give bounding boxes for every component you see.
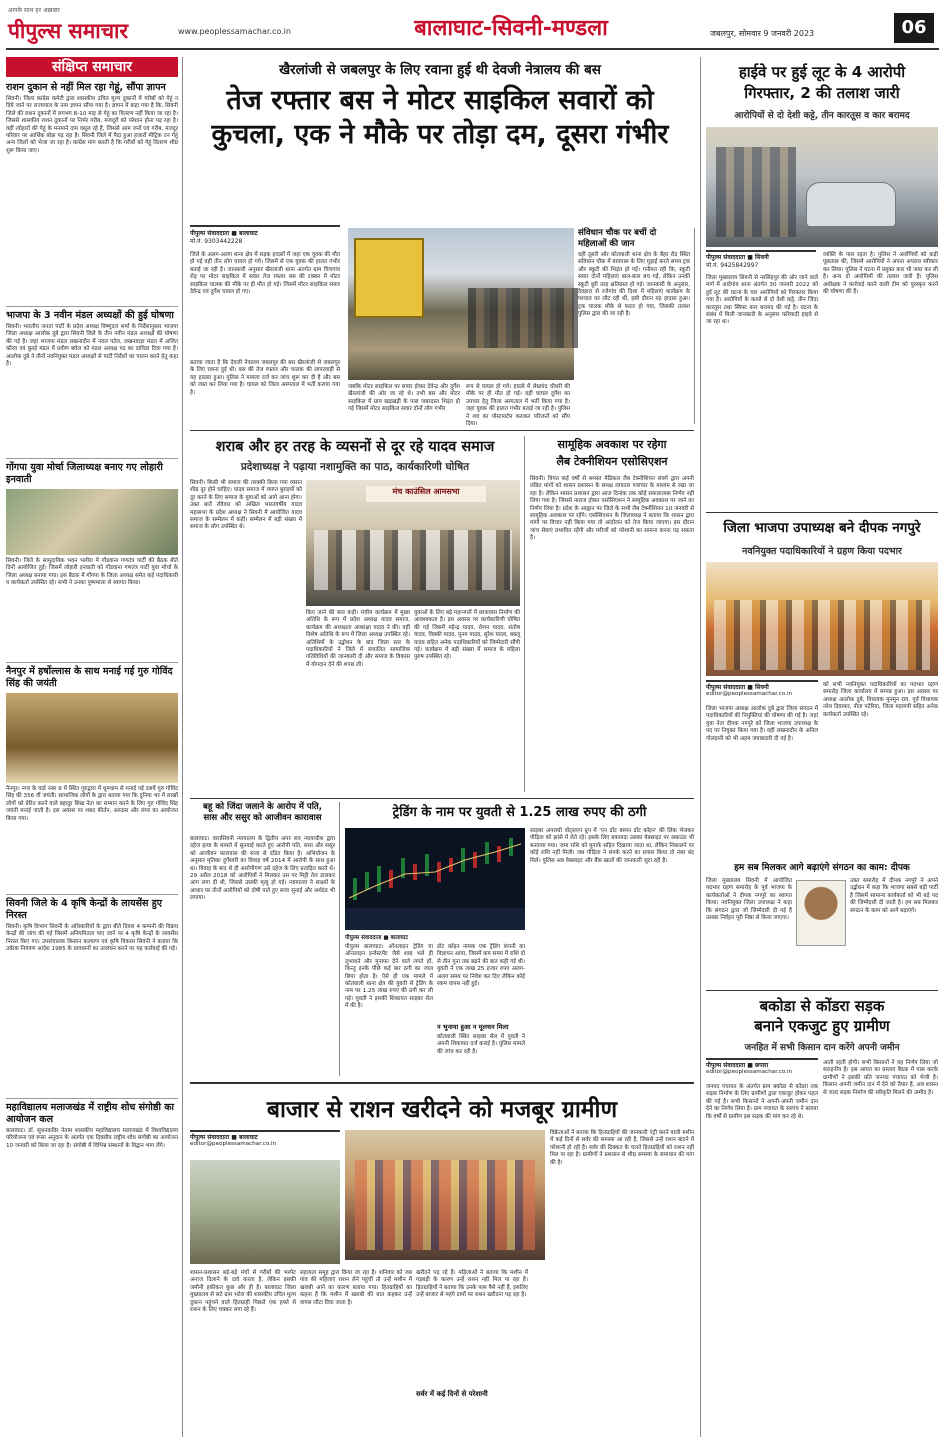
- section-rule: [190, 430, 694, 431]
- lead-mobile: मो.नं. 9303442228: [190, 238, 243, 245]
- yadav-body-2: किए जाने की बात कही। मंचीय कार्यक्रम में मुख्य अतिथि के रूप में प्रदेश अध्यक्ष यादव समाज, कार्यक्रम की अध्यक्षता आकांक्षा यादव ने की। वहीं विशेष अतिथि के रूप में जिला अध्यक्ष उपस्थित रहे। अतिथियों के उद्बोधन के बाद जिला स्तर के पदाधिकारियों ने जिले में संचालित सामाजिक गतिविधियों की जानकारी दी और समाज के विकास में योगदान देने की शपथ ली।: [306, 610, 410, 668]
- highway-body-2: व्यक्ति के पास रहता है। पुलिस ने आरोपियों को कड़ी पूछताछ की, जिसमें आरोपियों ने अपना अपराध स्वीकार कर लिया। पुलिस ने घटना में प्रयुक्त कार भी जब्त कर ली है। अन्य दो आरोपियों की तलाश जारी है। पुलिस अधीक्षक ने कार्रवाई करने वाली टीम को पुरस्कृत करने की घोषणा की है।: [823, 252, 938, 296]
- ration-body-2: सहायता समूह द्वारा किया जा रहा है। शनिवार को जब गांव की महिलाएं राशन लेने पहुंचीं तो उन्हें मशीन में खराबी आने का कारण बताया गया। हितग्राहियों का कहना है कि मशीन में खराबी की बात कहकर उन्हें वापस लौटा दिया जाता है।: [300, 1270, 412, 1306]
- highway-headline: [706, 62, 938, 106]
- ration-body-4: विक्रेताओं ने बताया कि हितग्राहियों की जानकारी एंट्री करने वाली मशीन में कई दिनों से सर्वर की समस्या आ रही है, जिससे उन्हें राशन बांटने में परेशानी हो रही है। सर्वर की दिक्कत के चलते हितग्राहियों को राशन नहीं मिल पा रहा है। ग्रामीणों ने प्रशासन से शीघ्र समस्या के समाधान की मांग की है।: [550, 1130, 694, 1166]
- trading-body-3: कोतवाली स्थित साइबर सेल में युवती ने अपनी शिकायत दर्ज कराई है। पुलिस मामले की जांच कर रही है।: [437, 1034, 525, 1055]
- brief-item: [6, 306, 178, 454]
- brief-column: [6, 57, 178, 1437]
- bjp-quote-headline: हम सब मिलकर आगे बढ़ाएंगे संगठन का काम: दीपक: [734, 863, 910, 873]
- site-url: www.peoplessamachar.co.in: [178, 27, 291, 36]
- brief-title: महाविद्यालय मलाजखंड में राष्ट्रीय शोध संगोष्ठी का आयोजन कल: [6, 1102, 175, 1125]
- highway-subheadline: आरोपियों से दो देशी कट्टे, तीन कारतूस व कार बरामद: [734, 111, 910, 121]
- lab-headline: [530, 436, 694, 472]
- masthead-rule: [6, 48, 939, 50]
- trading-byline: पीपुल्स संवाददाता ■ बालाघाट: [345, 935, 409, 941]
- road-headline-line: बकोडा से कोंडरा सड़क: [759, 997, 885, 1015]
- brief-title: भाजपा के 3 नवीन मंडल अध्यक्षों की हुई घोषणा: [6, 310, 174, 321]
- lab-headline-line: लैब टेक्नीशियन एसोसिएशन: [556, 455, 668, 468]
- ration-body-3: खरीदने पड़ रहे हैं। महिलाओं ने बताया कि मशीन में गड़बड़ी के कारण उन्हें राशन नहीं मिल पा रहा है। हितग्राहियों ने बताया कि उनके पास पैसे नहीं हैं, इसलिए उन्हें बाजार से महंगे दामों पर राशन खरीदना पड़ रहा है।: [416, 1270, 528, 1299]
- brief-body: सिवनी। कृषि विभाग सिवनी के अधिकारियों के द्वारा बीते दिवस 4 कम्पनी की विक्रय केन्द्रों की जांच की गई जिसमें अनियमितता पाए जाने पर 4 कृषि केन्द्रों के लायसेंस निरस्त किए गए। उपसंचालक किसान कल्याण एवं कृषि विकास सिवनी ने बताया कि उर्वरक नियंत्रण आदेश 1985 के प्रावधानों का उल्लंघन करने पर यह कार्रवाई की गई।: [6, 924, 178, 953]
- brief-body: बालाघाट। डॉ. सुधनकविर नेताम शासकीय महाविद्यालय मलाजखंड में विश्वविद्यालय परियोजना एवं रूसा अनुदान के अंतर्गत एक दिवसीय राष्ट्रीय शोध संगोष्ठी का आयोजन 10 जनवरी को किया जा रहा है। संगोष्ठी में विभिन्न संस्थानों के विद्वान भाग लेंगे।: [6, 1128, 178, 1149]
- highway-photo: [706, 127, 938, 247]
- brief-title: सिवनी जिले के 4 कृषि केन्द्रों के लायसेंस हुए निरस्त: [6, 898, 163, 921]
- issue-date: जबलपुर, सोमवार 9 जनवरी 2023: [710, 29, 815, 38]
- section-rule: [190, 798, 694, 799]
- brief-item: [6, 894, 178, 1094]
- ration-photo: [345, 1130, 545, 1260]
- stage-illustration: [314, 530, 512, 590]
- ration-headline: बाजार से राशन खरीदने को मजबूर ग्रामीण: [266, 1097, 618, 1123]
- column-divider: [182, 57, 183, 1437]
- page-number: 06: [894, 13, 934, 43]
- section-rule: [706, 512, 938, 513]
- bjp-quote-body-2: उक्त समारोह में दीपक नगपुरे ने अपने उद्बोधन में कहा कि भाजपा सबसे बड़ी पार्टी है जिसमें सामान्य कार्यकर्ता को भी बड़े पद की जिम्मेदारी दी जाती है। हम सब मिलकर संगठन के काम को आगे बढ़ाएंगे।: [850, 878, 938, 914]
- column-divider: [339, 802, 340, 1076]
- bjp-body-2: को सभी नवनियुक्त पदाधिकारियों का पदभार ग्रहण समारोह जिला कार्यालय में सम्पन्न हुआ। इस अवसर पर अध्यक्ष आलोक दुबे, विधायक मुनमुन राय, पूर्व विधायक नरेश दिवाकर, नीता पटेरिया, जिला महामंत्री सहित अनेक कार्यकर्ता उपस्थित रहे।: [823, 682, 938, 718]
- masthead: [0, 0, 945, 48]
- trading-byline-box: [345, 933, 525, 943]
- brief-header: संक्षिप्त समाचार: [6, 57, 178, 77]
- brief-title: नैनपुर में हर्षोल्लास के साथ मनाई गई गुरु गोविंद सिंह की जयंती: [6, 666, 173, 689]
- highway-body-1: जिला मुख्यालय सिवनी से नरसिंहपुर की ओर जाने वाले मार्ग में आदेगांव थाना अंतर्गत 30 जनवरी 2022 को हुई लूट की घटना के चार आरोपियों को गिरफ्तार किया गया है। आरोपियों के कब्जे से दो देशी कट्टे, तीन जिंदा कारतूस तथा स्विफ्ट कार बरामद की गई है। घटना के संबंध में मिली जानकारी के अनुसार फरियादी हाइवे से जा रहा था।: [706, 275, 818, 326]
- dowry-headline: [190, 802, 335, 834]
- lead-headline-line: कुचला, एक ने मौके पर तोड़ा दम, दूसरा गंभीर: [211, 119, 669, 150]
- brief-body: सिवनी। जिला कांग्रेस कमेटी द्वारा शासकीय उचित मूल्य दुकानों में गरीबों को गेहूं न दिये जाने पर राज्यपाल के नाम ज्ञापन सौंपा गया है। ज्ञापन में कहा गया है कि, सिवनी जिले की राशन दुकानों में लगभग 8-10 माह से गेहूं का वितरण नहीं किया जा रहा है। जिससे शासकीय राशन दुकानों पर निर्भर गरीब, मजदूरों को परेशान होना पड़ रहा है। वहीं त्योहारों की गेहूं के मनमाने दाम वसूल रहे हैं, जिससे आम जनों एवं गरीब, मजदूर परिवार पर आर्थिक बोझ पड़ रहा है। सिवनी जिले में पैदा हुआ हजारों मीट्रिक टन गेहूं अन्य जिलों को भेजा जा रहा है। कांग्रेस मांग करती है कि गरीबों को गेहूं वितरण शीघ्र शुरू किया जाए।: [6, 96, 178, 154]
- brand-tagline: आपके साथ हर अख़बार: [8, 7, 60, 14]
- lead-body-2: बताया जाता है कि देवजी नेत्रालय जबलपुर की बस खैरलांजी से जबलपुर के लिए रवाना हुई थी। बस की तेज रफ्तार और चालक की लापरवाही से यह हादसा हुआ। पुलिस ने मामला दर्ज कर जांच शुरू कर दी है और बस को जब्त कर लिया गया है। घायल को जिला अस्पताल में भर्ती कराया गया है।: [190, 360, 340, 396]
- yadav-body-1: सिवनी। किसी भी समाज की तरक्की किया गया व्यसन शीघ्र दूर होने चाहिए। यादव समाज में व्याप्त बुराइयों को दूर करने के लिए समाज के युवाओं को आगे आना होगा। उक्त बातें रविवार को अखिल भारतवर्षीय यादव महासभा के प्रदेश अध्यक्ष ने सिवनी में आयोजित यादव समाज के सम्मेलन में कहीं। सम्मेलन में बड़ी संख्या में समाज के लोग उपस्थित थे।: [190, 480, 302, 531]
- trading-photo: [345, 828, 525, 930]
- highway-headline-line: गिरफ्तार, 2 की तलाश जारी: [744, 84, 900, 102]
- ration-subhead: सर्वर में कई दिनों से परेशानी: [416, 1390, 488, 1398]
- highway-mobile: मो.नं. 9425842997: [706, 262, 759, 269]
- brief-body: सिवनी। जिले के सामुदायिक भवन भलीरा में गोंडवाना गणतंत्र पार्टी की बैठक बीते दिनों आयोजित हुई। जिसमें लोहारी इनवाती को गोंडवाना गणतंत्र पार्टी युवा मोर्चा के जिला अध्यक्ष बनाया गया। इस बैठक में गोंगपा के जिला अध्यक्ष समेत कई पदाधिकारी व कार्यकर्ता उपस्थित रहे। सभी ने उनका पुष्पमाला से स्वागत किया।: [6, 558, 178, 587]
- ration-byline-box: [190, 1130, 340, 1154]
- side-story-title: महिलाओं की जान: [578, 239, 635, 249]
- trading-body-4: साइबर अपराधी वॉट्सएप ग्रुप में 'एन डॉट बस्पन डॉट कॉइन' की लिंक भेजकर पीड़िता को झांसे में लेते रहे। इसके लिए बकायदा उसका वेबसाइट पर अकाउंट भी बनवाया गया। जमा राशि को मुनाफे सहित दिखाया जाता था, लेकिन निकालने पर कोई राशि नहीं मिली। जब पीड़िता ने संपर्क करने का प्रयास किया तो नंबर बंद मिले। पुलिस अब वेबसाइट और बैंक खातों की जानकारी जुटा रही है।: [530, 828, 694, 864]
- brief-item: [6, 662, 178, 890]
- brief-title: गोंगपा युवा मोर्चा जिलाध्यक्ष बनाए गए लोहारी इनवाती: [6, 462, 163, 485]
- road-byline-box: [706, 1058, 818, 1080]
- highway-byline-box: [706, 250, 816, 272]
- trading-chart-graphic: [345, 828, 525, 930]
- bjp-photo: [706, 562, 938, 676]
- brief-body: सिवनी। भारतीय जनता पार्टी के प्रदेश अध्यक्ष विष्णुदत्त शर्मा के निर्देशानुसार भाजपा जिला अध्यक्ष आलोक दुबे द्वारा सिवनी जिले के तीन नवीन मंडल अध्यक्षों की घोषणा की गई है। जहां भाजपा मंडल लखनादौन में नवल पटेल, लखनवाड़ा मंडल में अजित कौरव एवं कुरई मंडल में प्रवीण बघेल को मंडल अध्यक्ष पद का दायित्व दिया गया है। आलोक दुबे ने तीनों नवनियुक्त मंडल अध्यक्षों से पार्टी निर्देशों का पालन करने हेतु कहा है।: [6, 324, 178, 368]
- bus-illustration: [354, 238, 424, 318]
- lead-headline: [190, 84, 690, 154]
- ration-byline: पीपुल्स संवाददाता ■ बालाघाट: [190, 1134, 258, 1141]
- section-rule: [706, 990, 938, 991]
- lead-kicker: खैरलांजी से जबलपुर के लिए रवाना हुई थी देवजी नेत्रालय की बस: [279, 62, 601, 78]
- ration-email: editor@peoplessamachar.co.in: [190, 1141, 277, 1147]
- brief-photo: [6, 489, 178, 555]
- trading-body-1: पीपुल्स बालाघाट। ऑनलाइन ट्रेडिंग या ऑनलाइन इन्वेस्टमेंट जैसे शब्द भले ही लुभावने और मुनाफा देने वाले लगते हों, किन्तु इनके पीछे कई बार ठगी का जाल छिपा होता है। ऐसे ही एक मामले में कोतवाली थाना क्षेत्र की युवती से ट्रेडिंग के नाम पर 1.25 लाख रुपए की ठगी कर ली गई। युवती ने इसकी शिकायत साइबर सेल में की है।: [345, 944, 433, 1010]
- brief-title: राशन दुकान से नहीं मिल रहा गेहूं, सौंपा ज्ञापन: [6, 82, 166, 93]
- car-illustration: [806, 182, 896, 227]
- highway-byline: पीपुल्स संवाददाता ■ सिवनी: [706, 254, 769, 261]
- road-subheadline: जनहित में सभी किसान दान करेंगे अपनी जमीन: [744, 1043, 900, 1053]
- yadav-photo: [306, 480, 520, 606]
- yadav-subheadline: प्रदेशाध्यक्ष ने पढ़ाया नशामुक्ति का पाठ, कार्यकारिणी घोषित: [240, 461, 470, 473]
- lab-body: सिवनी। विगत कई वर्षों से समस्त मेडिकल लैब टेक्नीशियन संवर्ग द्वारा अपनी लंबित मांगों को शासन प्रशासन के समक्ष लगातार पत्राचार के माध्यम से रखा जा रहा है। लेकिन शासन प्रशासन द्वारा आज दिनांक तक कोई सकारात्मक निर्णय नहीं लिया गया है। जिससे नाराज होकर एसोसिएशन ने सामूहिक अवकाश पर जाने का निर्णय लिया है। प्रदेश के आह्वान पर जिले के सभी लैब टेक्नीशियन 10 जनवरी से सामूहिक अवकाश पर रहेंगे। एसोसिएशन के जिलाध्यक्ष ने बताया कि शासन द्वारा मांगों पर विचार नहीं किया गया तो आंदोलन को तेज किया जाएगा। इस दौरान जांच सेवाएं प्रभावित रहेंगी और मरीजों को परेशानी का सामना करना पड़ सकता है।: [530, 476, 694, 542]
- brief-item: [6, 1098, 178, 1220]
- yadav-banner: मंच काउंसिल आमसभा: [366, 486, 486, 502]
- lead-body-1: जिले के अलग-अलग थाना क्षेत्र में सड़क हादसों में जहां एक युवक की मौत हो गई वहीं तीन लोग घायल हो गये। जिसमें से एक युवक की हालत गंभीर बताई जा रही है। जानकारी अनुसार खैरलांजी थाना अंतर्गत ग्राम चिचगांव रोड़ पर मोटर साइकिल में सवार तेज रफ्तार बस की टक्कर में मोटर साइकिल चालक की मौके पर ही मौत हो गई। जिसमें मोटर साइकिल सवार देवेन्द्र एवं दुर्गेश घायल हो गए।: [190, 252, 340, 296]
- dipak-portrait: [796, 880, 846, 946]
- lead-byline-box: [190, 225, 340, 249]
- road-email: editor@peoplessamachar.co.in: [706, 1069, 793, 1075]
- villagers-illustration: [355, 1160, 535, 1250]
- bjp-byline: पीपुल्स संवाददाता ■ सिवनी: [706, 684, 769, 691]
- bjp-body-1: जिला भाजपा अध्यक्ष आलोक दुबे द्वारा जिला संगठन में पदाधिकारियों की नियुक्तियां की घोषणा की गई है। जहां युवा नेता दीपक नगपुरे को जिला भाजपा उपाध्यक्ष के पद पर नियुक्त किया गया है। वहीं लखनादौन के अनिल गोलहानी को भी अहम जवाबदारी दी गई है।: [706, 706, 818, 742]
- dowry-body: बालाघाट। वारासिवनी न्यायालय के द्वितीय अपर सत्र न्यायाधीश द्वारा दहेज हत्या के मामले में सुनवाई करते हुए आरोपी पति, सास और ससुर को आजीवन कारावास की सजा से दंडित किया है। अभियोजन के अनुसार मृतिका दुर्गेश्वरी का विवाह वर्ष 2014 में आरोपी के साथ हुआ था। विवाह के बाद से ही आरोपीगण उसे दहेज के लिए प्रताड़ित करते थे। 29 अप्रैल 2018 को आरोपियों ने मिलकर उस पर मिट्टी तेल डालकर आग लगा दी थी, जिससे उसकी मृत्यु हो गई। न्यायालय ने साक्ष्यों के आधार पर तीनों आरोपियों को दोषी पाते हुए सजा सुनाई और अर्थदंड भी लगाया।: [190, 836, 335, 902]
- column-divider: [694, 228, 695, 424]
- bjp-quote-body-1: जिला मुख्यालय सिवनी में आयोजित पदभार ग्रहण समारोह के पूर्व भाजपा के कार्यकर्ताओं ने दीपक नगपुरे का स्वागत किया। नवनियुक्त जिला उपाध्यक्ष ने कहा कि संगठन द्वारा जो जिम्मेदारी दी गई है उसका निर्वहन पूरी निष्ठा से किया जाएगा।: [706, 878, 792, 922]
- road-body-2: आती रहती होगी। सभी किसानों ने यह निर्णय लिया जो सराहनीय है। इस आयत का प्रस्ताव बैठक में पास करके ग्रामीणों ने इसकी प्रति जनपद पंचायत को भेजी है। किसान अपनी जमीन दान में देने को तैयार हैं, अब शासन से जल्द सड़क निर्माण की स्वीकृति मिलने की उम्मीद है।: [823, 1060, 938, 1096]
- lead-byline: पीपुल्स संवाददाता ■ बालाघाट: [190, 230, 258, 237]
- lead-body-3: रूप से घायल हो गये। हादसे में लेखचंद चौधरी की मौके पर ही मौत हो गई। वहीं घायल दुर्गेश का उपचार हेतु जिला अस्पताल में भर्ती किया गया है। जहां युवक की हालत गंभीर बताई जा रही है। पुलिस ने शव का पोस्टमार्टम कराकर परिजनों को सौंप दिया।: [466, 384, 570, 428]
- section-rule: [190, 1082, 694, 1084]
- brief-item: [6, 458, 178, 658]
- brief-item: [6, 82, 178, 302]
- column-divider: [524, 436, 525, 792]
- column-divider: [700, 57, 701, 1437]
- brand-logo: पीपुल्स समाचार: [8, 19, 129, 43]
- bjp-subheadline: नवनियुक्त पदाधिकारियों ने ग्रहण किया पदभार: [742, 546, 902, 557]
- brief-body: नैनपुर। नगर के वार्ड नंबर 9 में स्थित गुरुद्वारा में धूमधाम से मनाई गई दसवें गुरु गोविंद सिंह की 356 वीं जयंती। सामाजिक लोगों के द्वारा बताया गया कि दुनिया भर में लाखों लोगों को प्रेरित करने वाले बहादुर सिख नेता का सम्मान करने के लिए गुरु गोविंद सिंह जयंती मनाई जाती है। इस अवसर पर शबद कीर्तन, अरदास और लंगर का आयोजन किया गया।: [6, 786, 178, 822]
- yadav-body-3: युवाओं के लिए बड़े महानगरों में छात्रावास निर्माण की आवश्यकता है। इस अवसर पर कार्यकारिणी घोषित की गई जिसमें महेन्द्र यादव, रोशन यादव, संतोष यादव, विक्की यादव, पूनम यादव, सुरेश यादव, बबलू यादव सहित अनेक पदाधिकारियों को जिम्मेदारी सौंपी गई। कार्यक्रम में बड़ी संख्या में समाज के महिला पुरुष उपस्थित रहे।: [414, 610, 520, 661]
- dowry-headline-line: सास और ससुर को आजीवन कारावास: [203, 813, 322, 823]
- side-story: [578, 228, 690, 424]
- ration-photo-2: [190, 1160, 340, 1264]
- lead-photo: [348, 228, 574, 380]
- road-byline: पीपुल्स संवाददाता ■ छपारा: [706, 1062, 769, 1069]
- bjp-byline-box: [706, 680, 818, 702]
- bjp-email: editor@peoplessamachar.co.in: [706, 691, 793, 697]
- trading-subhead: न भुनाया हुआ न मूलधन मिला: [437, 1023, 509, 1031]
- brief-photo: [6, 693, 178, 783]
- bjp-headline: जिला भाजपा उपाध्यक्ष बने दीपक नगपुरे: [723, 520, 921, 536]
- side-story-title: संविधान चौक पर बचीं दो: [578, 228, 657, 238]
- ration-body-1: शासन-प्रशासन बड़े-बड़े मंचों से गरीबों की भरपेट अनाज दिलाने के दावे करता है, लेकिन इसकी जमीनी हकीकत कुछ और ही है। बालाघाट जिला मुख्यालय से सटे ग्राम भटेरा की शासकीय उचित मूल्य दुकान पहुंचने वाले हितग्राही पिछले एक हफ्ते से राशन के लिए चक्कर लगा रहे हैं।: [190, 1270, 296, 1314]
- lead-caption: जबकि मोटर साइकिल पर सवार होकर देवेन्द्र और दुर्गेश खैरलांजी की ओर जा रहे थे। तभी बस और मोटर साइकिल में ग्राम खड़खड़ी के पास जबरदस्त भिड़ंत हो गई जिसमें मोटर साइकिल सवार दोनों लोग गंभीर: [348, 384, 460, 413]
- trading-headline: ट्रेडिंग के नाम पर युवती से 1.25 लाख रुपए की ठगी: [392, 805, 647, 820]
- yadav-headline: शराब और हर तरह के व्यसनों से दूर रहे यादव समाज: [215, 439, 495, 455]
- highway-headline-line: हाईवे पर हुई लूट के 4 आरोपी: [738, 63, 906, 81]
- lead-headline-line: तेज रफ्तार बस ने मोटर साइकिल सवारों को: [226, 85, 654, 116]
- lab-headline-line: सामूहिक अवकाश पर रहेगा: [557, 438, 667, 451]
- road-headline-line: बनाने एकजुट हुए ग्रामीण: [754, 1017, 890, 1035]
- group-illustration: [714, 600, 930, 670]
- trading-body-2: डॉट कॉइन नामक एक ट्रेडिंग कंपनी का विज्ञापन आया, जिसमें कम समय में राशि दो से तीन गुना तक बढ़ने की बात कही गई थी। युवती ने एक लाख 25 हजार रुपए अलग-अलग समय पर निवेश कर दिए लेकिन कोई रकम वापस नहीं हुई।: [437, 944, 526, 988]
- road-body-1: जनपद पंचायत के अंतर्गत ग्राम बकोडा से कोंडरा तक सड़क निर्माण के लिए ग्रामीणों द्वारा एकजुट होकर पहल की गई है। सभी किसानों ने अपनी-अपनी जमीन दान देने का निर्णय लिया है। ग्राम पंचायत के सरपंच ने बताया कि वर्षों से ग्रामीण इस सड़क की मांग कर रहे थे।: [706, 1084, 818, 1120]
- side-story-body: वहीं दूसरी ओर कोतवाली थाना क्षेत्र के बैहर रोड स्थित संविधान चौक में बायपास के लिए मुड़ाई करते समय ट्रक और स्कूटी की भिड़ंत हो गई। गनीमत रही कि, स्कूटी सवार दोनों महिलाएं बाल-बाल बच गईं, लेकिन उनकी स्कूटी बुरी तरह क्षतिग्रस्त हो गई। जानकारी के अनुसार, देवहारा से रजेगांव की दिशा में महिलाएं कार्यक्रम के पश्चात घर लौट रही थीं, इसी दौरान यह हादसा हुआ। ट्रक चालक मौके से फरार हो गया, जिसकी तलाश पुलिस द्वारा की जा रही है।: [578, 252, 690, 318]
- accused-illustration: [716, 147, 796, 237]
- section-title: बालाघाट-सिवनी-मण्डला: [414, 16, 608, 41]
- dowry-headline-line: बहू को जिंदा जलाने के आरोप में पति,: [203, 802, 322, 812]
- road-headline: [706, 996, 938, 1036]
